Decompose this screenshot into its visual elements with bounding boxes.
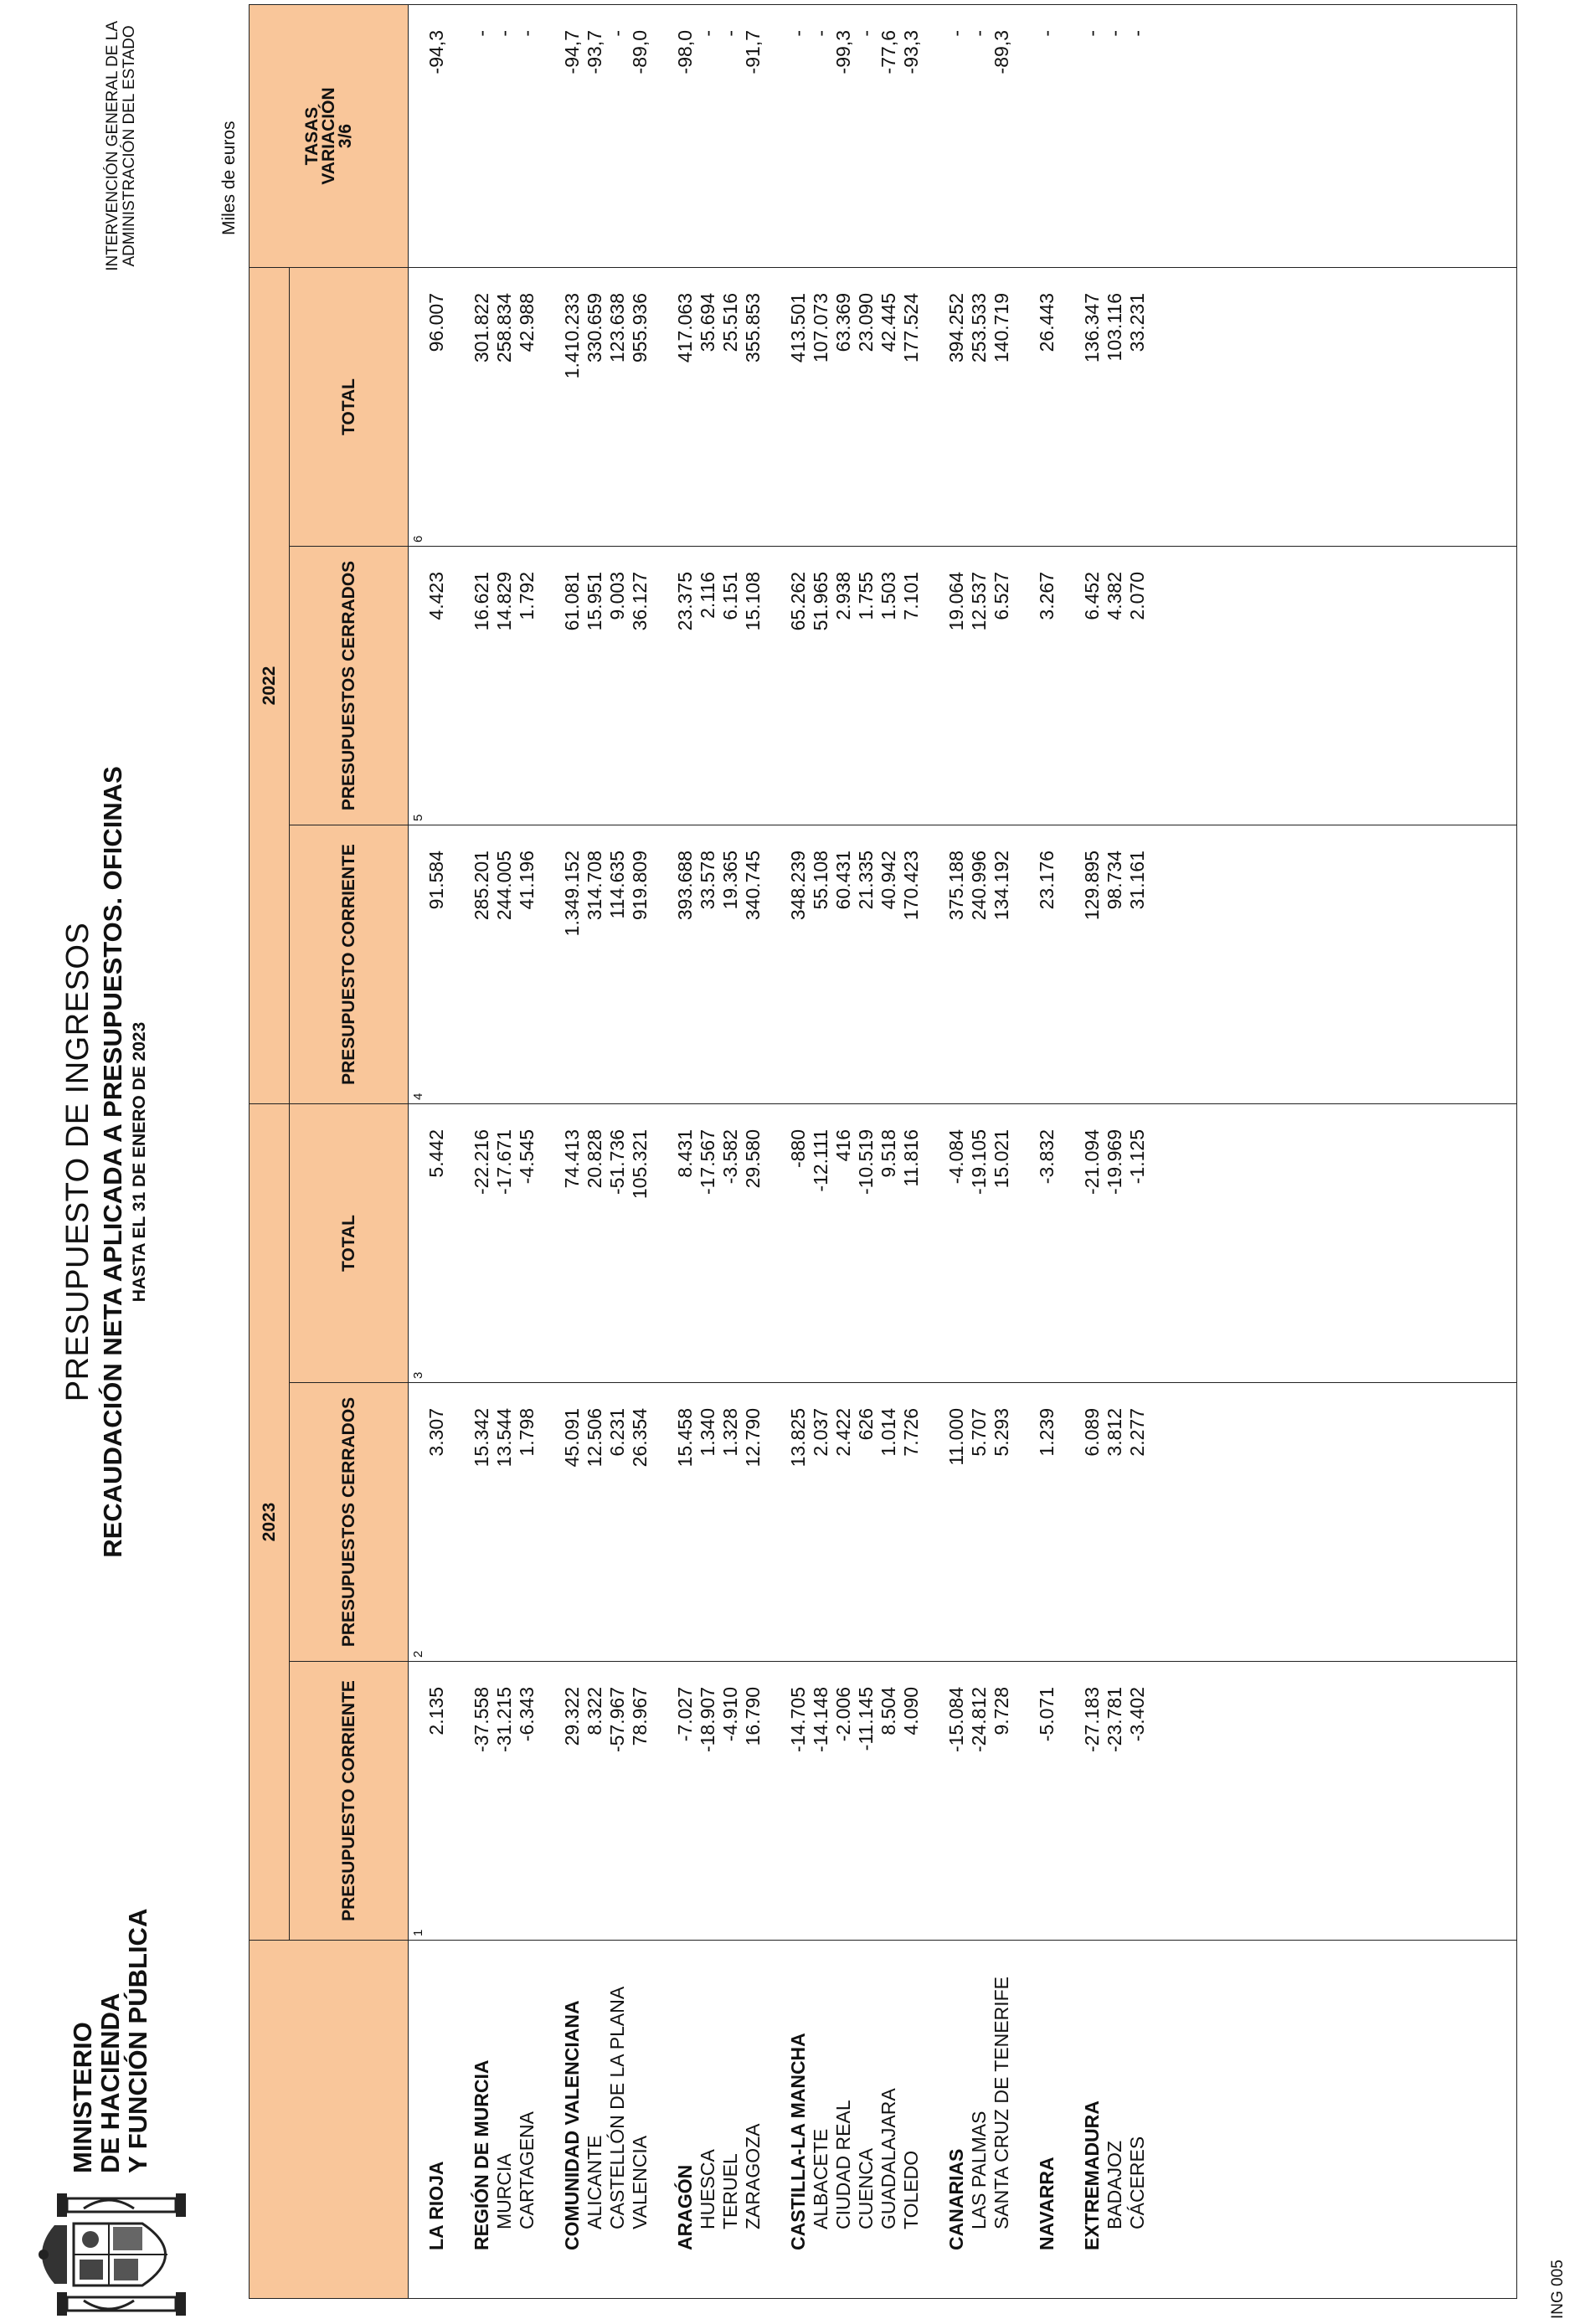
value-cell: -19.105 [968,1129,990,1195]
row-spacer [764,1383,787,1661]
value-cell: 6.452 [1081,572,1103,620]
value-cell: 15.021 [991,1129,1012,1189]
value-cell: -5.071 [1036,1687,1058,1742]
row-spacer [1013,1941,1036,2298]
value-cell: 123.638 [606,293,628,363]
value-cell: 2.070 [1126,572,1148,620]
rate-cell: - [471,30,492,37]
value-cell: 42.445 [877,293,899,352]
row-spacer [448,825,471,1103]
row-spacer [651,1662,674,1940]
region-name: CANARIAS [945,2148,967,2250]
value-cell: 6.527 [991,572,1012,620]
region-name: CASTILLA-LA MANCHA [787,2033,809,2250]
value-cell: 12.790 [742,1408,764,1468]
value-cell: 5.442 [425,1129,447,1178]
region-name: REGIÓN DE MURCIA [471,2059,492,2250]
row-spacer [923,5,945,267]
value-cell: 16.621 [471,572,492,631]
units-label: Miles de euros [219,121,239,235]
value-cell: 13.825 [787,1408,809,1468]
value-cell: -23.781 [1104,1687,1125,1753]
value-cell: 393.688 [674,851,696,921]
value-cell: -27.183 [1081,1687,1103,1753]
value-cell: -14.148 [810,1687,831,1753]
value-cell: 4.090 [900,1687,922,1735]
value-cell: 114.635 [606,851,628,919]
form-code: ING 005 [1549,2260,1567,2319]
row-spacer [448,547,471,825]
value-cell: 9.728 [991,1687,1012,1735]
value-cell: 244.005 [493,851,515,921]
value-cell: -3.582 [719,1129,741,1185]
value-cell: 26.354 [629,1408,651,1468]
value-cell: 4.382 [1104,572,1125,620]
row-spacer [448,268,471,546]
value-cell: 12.506 [584,1408,605,1468]
value-cell: 2.938 [832,572,854,620]
value-cell: 2.116 [697,572,718,619]
value-cell: 23.090 [855,293,877,352]
value-cell: -18.907 [697,1687,718,1753]
row-spacer [923,268,945,546]
value-cell: 413.501 [787,293,809,363]
row-spacer [1058,5,1081,267]
rate-header-line: VARIACIÓN [318,87,338,185]
column-header: PRESUPUESTO CORRIENTE [290,1662,409,1941]
row-spacer [448,5,471,267]
row-spacer [1058,268,1081,546]
office-names-column [409,1941,1517,2299]
value-cell: 33.578 [697,851,718,910]
value-cell: 919.809 [629,851,651,921]
value-cell: 394.252 [945,293,967,363]
office-column-header [250,1941,409,2299]
row-spacer [538,1662,561,1940]
rate-cell: -99,3 [832,30,854,75]
row-spacer [1058,1941,1081,2298]
value-cell: -19.969 [1104,1129,1125,1195]
value-cell: 23.176 [1036,851,1058,910]
data-column [409,1662,1517,1941]
office-name: CASTELLÓN DE LA PLANA [606,1986,628,2229]
value-cell: -10.519 [855,1129,877,1195]
value-cell: 65.262 [787,572,809,631]
row-spacer [1013,268,1036,546]
value-cell: -21.094 [1081,1129,1103,1195]
office-name: TERUEL [719,2153,741,2229]
value-cell: 103.116 [1104,293,1125,362]
value-cell: 301.822 [471,293,492,363]
value-cell: -37.558 [471,1687,492,1753]
office-name: CIUDAD REAL [832,2100,854,2229]
data-column [409,268,1517,547]
value-cell: 3.267 [1036,572,1058,620]
row-spacer [448,1104,471,1382]
column-header: PRESUPUESTOS CERRADOS [290,547,409,825]
rate-header-line: TASAS [301,106,322,166]
value-cell: -31.215 [493,1687,515,1753]
row-spacer [1013,1383,1036,1661]
value-cell: 140.719 [991,293,1012,363]
value-cell: 20.828 [584,1129,605,1189]
value-cell: 96.007 [425,293,447,352]
region-name: COMUNIDAD VALENCIANA [561,2000,583,2250]
value-cell: 51.965 [810,572,831,631]
rate-cell: -94,3 [425,30,447,75]
rate-cell: - [1081,30,1103,37]
year-header-previous: 2022 [250,268,290,1104]
value-cell: -2.006 [832,1687,854,1742]
value-cell: -3.402 [1126,1687,1148,1742]
value-cell: 42.988 [516,293,538,352]
value-cell: 177.524 [900,293,922,363]
value-cell: 105.321 [629,1129,651,1200]
row-spacer [923,1662,945,1940]
row-spacer [1058,825,1081,1103]
value-cell: 416 [832,1129,854,1162]
rate-cell: - [1036,30,1058,37]
office-name: MURCIA [493,2153,515,2229]
office-name: HUESCA [697,2149,718,2229]
value-cell: 258.834 [493,293,515,363]
row-spacer [764,1104,787,1382]
value-cell: 63.369 [832,293,854,352]
value-cell: 26.443 [1036,293,1058,352]
column-header: PRESUPUESTOS CERRADOS [290,1383,409,1662]
value-cell: 41.196 [516,851,538,910]
office-name: ALBACETE [810,2128,831,2229]
rate-cell: - [719,30,741,37]
row-spacer [1058,547,1081,825]
row-spacer [1013,825,1036,1103]
column-number: 3 [411,1371,425,1379]
rate-cell: - [810,30,831,37]
report-subtitle: RECAUDACIÓN NETA APLICADA A PRESUPUESTOS. OFICINAS [98,766,127,1558]
column-number: 6 [411,535,425,542]
value-cell: 35.694 [697,293,718,352]
value-cell: 15.342 [471,1408,492,1468]
column-header: TOTAL [290,268,409,547]
value-cell: -12.111 [810,1129,831,1192]
row-spacer [923,1941,945,2298]
value-cell: 61.081 [561,572,583,631]
value-cell: 2.277 [1126,1408,1148,1457]
ministry-line: Y FUNCIÓN PÚBLICA [123,1908,152,2173]
value-cell: 9.518 [877,1129,899,1178]
region-name: LA RIOJA [425,2161,447,2250]
row-spacer [764,1941,787,2298]
rate-cell: - [697,30,718,37]
value-cell: 14.829 [493,572,515,631]
rate-cell: - [1104,30,1125,37]
value-cell: 1.792 [516,572,538,620]
value-cell: 3.307 [425,1408,447,1457]
row-spacer [1058,1383,1081,1661]
data-column [409,547,1517,825]
rate-cell: -91,7 [742,30,764,75]
region-name: ARAGÓN [674,2164,696,2250]
value-cell: 15.108 [742,572,764,631]
row-spacer [538,1104,561,1382]
value-cell: 253.533 [968,293,990,363]
row-spacer [923,1383,945,1661]
row-spacer [538,825,561,1103]
rate-cell: -77,6 [877,30,899,75]
rate-cell: -93,3 [900,30,922,75]
value-cell: 1.503 [877,572,899,620]
value-cell: 55.108 [810,851,831,910]
value-cell: 348.239 [787,851,809,921]
value-cell: -17.671 [493,1129,515,1195]
value-cell: -57.967 [606,1687,628,1753]
region-name: EXTREMADURA [1081,2100,1103,2250]
value-cell: -1.125 [1126,1129,1148,1185]
office-name: GUADALAJARA [877,2088,899,2229]
data-column [409,825,1517,1104]
office-name: ZARAGOZA [742,2123,764,2229]
value-cell: -4.910 [719,1687,741,1742]
value-cell: 626 [855,1408,877,1441]
value-cell: 13.544 [493,1408,515,1468]
rate-cell: - [606,30,628,37]
rate-header-line: 3/6 [335,123,355,149]
value-cell: 1.014 [877,1408,899,1457]
agency-name [105,21,138,271]
value-cell: 1.410.233 [561,293,583,379]
value-cell: 134.192 [991,851,1012,921]
value-cell: 417.063 [674,293,696,363]
report-period: HASTA EL 31 DE ENERO DE 2023 [130,1021,149,1303]
row-spacer [651,1104,674,1382]
row-spacer [538,1941,561,2298]
value-cell: 330.659 [584,293,605,363]
rate-column [409,5,1517,268]
rate-cell: - [516,30,538,37]
row-spacer [651,268,674,546]
value-cell: 31.161 [1126,851,1148,910]
row-spacer [448,1662,471,1940]
value-cell: -3.832 [1036,1129,1058,1185]
agency-line: INTERVENCIÓN GENERAL DE LA [104,21,121,271]
value-cell: 9.003 [606,572,628,620]
value-cell: 29.322 [561,1687,583,1746]
value-cell: 7.101 [900,572,922,620]
value-cell: 19.365 [719,851,741,910]
value-cell: -6.343 [516,1687,538,1742]
value-cell: 375.188 [945,851,967,921]
value-cell: 5.293 [991,1408,1012,1457]
value-cell: 107.073 [810,293,831,363]
value-cell: -14.705 [787,1687,809,1753]
value-cell: 8.431 [674,1129,696,1178]
value-cell: 29.580 [742,1129,764,1189]
rate-cell: -94,7 [561,30,583,75]
value-cell: 1.798 [516,1408,538,1457]
value-cell: 285.201 [471,851,492,921]
rate-cell: - [945,30,967,37]
row-spacer [764,1662,787,1940]
value-cell: 8.504 [877,1687,899,1735]
value-cell: 1.755 [855,572,877,620]
rate-cell: -89,3 [991,30,1012,75]
row-spacer [538,268,561,546]
value-cell: 8.322 [584,1687,605,1735]
row-spacer [1058,1104,1081,1382]
value-cell: 36.127 [629,572,651,631]
row-spacer [651,825,674,1103]
rate-cell: -89,0 [629,30,651,75]
value-cell: -11.145 [855,1687,877,1751]
row-spacer [764,268,787,546]
column-number: 5 [411,814,425,821]
data-column [409,1104,1517,1383]
row-spacer [651,1941,674,2298]
value-cell: 170.423 [900,851,922,921]
rate-header [250,5,409,268]
value-cell: 25.516 [719,293,741,352]
column-header: TOTAL [290,1104,409,1383]
value-cell: 314.708 [584,851,605,921]
value-cell: 12.537 [968,572,990,631]
value-cell: 240.996 [968,851,990,921]
value-cell: 78.967 [629,1687,651,1746]
row-spacer [448,1941,471,2298]
row-spacer [538,547,561,825]
ministry-line: DE HACIENDA [95,1992,125,2173]
row-spacer [538,1383,561,1661]
row-spacer [923,1104,945,1382]
value-cell: 2.135 [425,1687,447,1735]
row-spacer [651,1383,674,1661]
value-cell: 15.458 [674,1408,696,1468]
value-cell: 15.951 [584,572,605,631]
ministry-line: MINISTERIO [68,2022,97,2173]
value-cell: -24.812 [968,1687,990,1753]
row-spacer [1013,1104,1036,1382]
value-cell: -17.567 [697,1129,718,1195]
row-spacer [651,5,674,267]
row-spacer [1013,1662,1036,1940]
value-cell: 33.231 [1126,293,1148,352]
rate-cell: - [493,30,515,37]
row-spacer [923,547,945,825]
value-cell: 3.812 [1104,1408,1125,1457]
year-header-current: 2023 [250,1104,290,1941]
row-spacer [651,547,674,825]
value-cell: 136.347 [1081,293,1103,363]
value-cell: -880 [787,1129,809,1169]
revenue-table [249,4,1517,2299]
row-spacer [764,547,787,825]
value-cell: -15.084 [945,1687,967,1753]
value-cell: 129.895 [1081,851,1103,921]
office-name: VALENCIA [629,2135,651,2229]
value-cell: 2.422 [832,1408,854,1457]
value-cell: 40.942 [877,851,899,910]
value-cell: 7.726 [900,1408,922,1457]
value-cell: 74.413 [561,1129,583,1189]
column-header: PRESUPUESTO CORRIENTE [290,825,409,1104]
row-spacer [923,825,945,1103]
data-column [409,1383,1517,1662]
row-spacer [764,5,787,267]
value-cell: 11.816 [900,1129,922,1187]
agency-line: ADMINISTRACIÓN DEL ESTADO [121,25,138,267]
value-cell: 1.328 [719,1408,741,1457]
value-cell: 955.936 [629,293,651,363]
value-cell: 21.335 [855,851,877,910]
value-cell: 98.734 [1104,851,1125,910]
value-cell: 6.089 [1081,1408,1103,1457]
office-name: BADAJOZ [1104,2140,1125,2229]
value-cell: 23.375 [674,572,696,631]
column-number: 2 [411,1650,425,1658]
row-spacer [1013,5,1036,267]
value-cell: 4.423 [425,572,447,620]
rate-cell: - [855,30,877,37]
rate-cell: -98,0 [674,30,696,75]
value-cell: 60.431 [832,851,854,910]
office-name: TOLEDO [900,2150,922,2229]
value-cell: -4.084 [945,1129,967,1185]
row-spacer [538,5,561,267]
value-cell: 16.790 [742,1687,764,1746]
value-cell: 11.000 [945,1408,967,1466]
office-name: SANTA CRUZ DE TENERIFE [991,1976,1012,2229]
value-cell: 1.349.152 [561,851,583,937]
value-cell: -4.545 [516,1129,538,1185]
value-cell: 340.745 [742,851,764,921]
value-cell: -22.216 [471,1129,492,1195]
rate-cell: - [1126,30,1148,37]
column-number: 1 [411,1929,425,1936]
office-name: CARTAGENA [516,2111,538,2229]
office-name: CÁCERES [1126,2136,1148,2229]
row-spacer [1058,1662,1081,1940]
row-spacer [764,825,787,1103]
office-name: CUENCA [855,2147,877,2229]
value-cell: -51.736 [606,1129,628,1195]
rate-cell: -93,7 [584,30,605,75]
value-cell: -7.027 [674,1687,696,1742]
office-name: ALICANTE [584,2135,605,2229]
row-spacer [448,1383,471,1661]
value-cell: 1.239 [1036,1408,1058,1457]
rate-cell: - [787,30,809,37]
value-cell: 1.340 [697,1408,718,1457]
value-cell: 45.091 [561,1408,583,1468]
value-cell: 6.151 [719,572,741,620]
value-cell: 6.231 [606,1408,628,1457]
report-title: PRESUPUESTO DE INGRESOS [60,922,95,1402]
value-cell: 19.064 [945,572,967,631]
office-name: LAS PALMAS [968,2111,990,2229]
rate-cell: - [968,30,990,37]
column-number: 4 [411,1093,425,1100]
region-name: NAVARRA [1036,2157,1058,2250]
row-spacer [1013,547,1036,825]
report-title-block [60,0,150,2324]
value-cell: 91.584 [425,851,447,910]
value-cell: 5.707 [968,1408,990,1457]
value-cell: 2.037 [810,1408,831,1457]
value-cell: 355.853 [742,293,764,363]
